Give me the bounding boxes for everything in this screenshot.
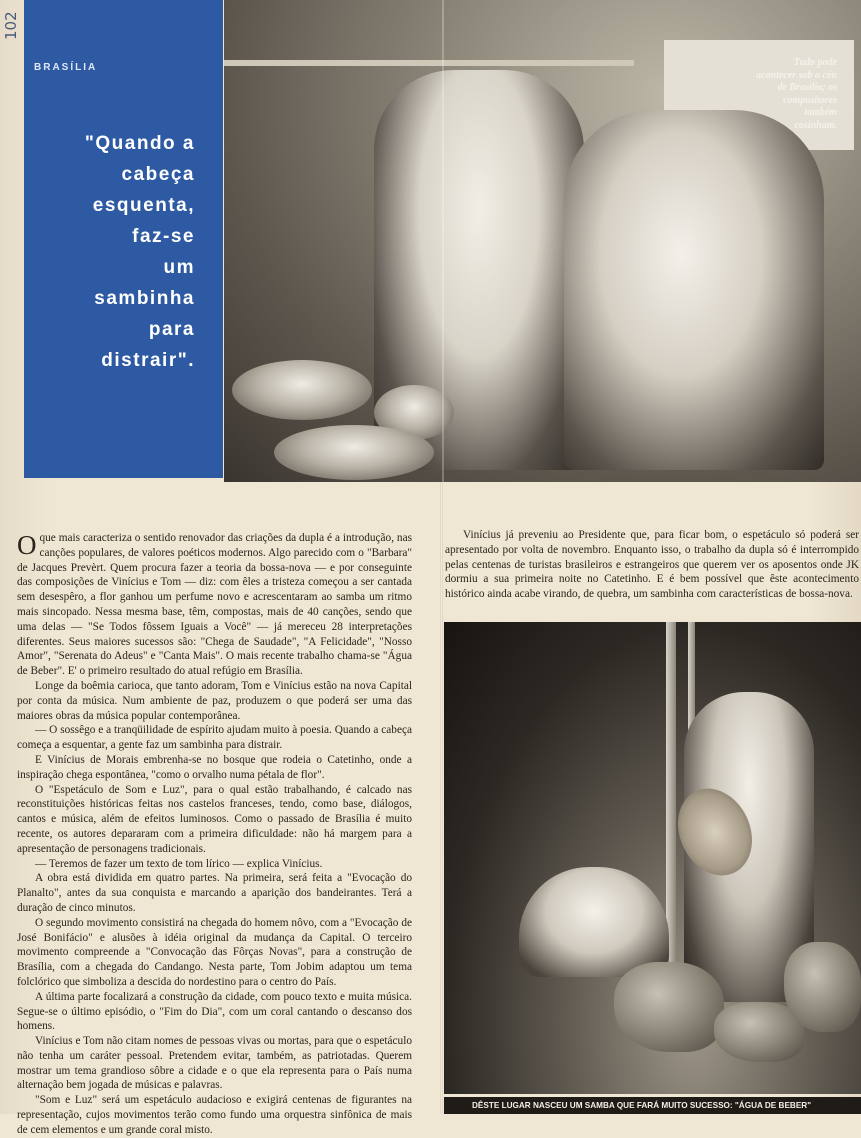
man-pouring-figure (564, 110, 824, 470)
article-paragraph: O segundo movimento consistirá na chegada do homem nôvo, com a "Evocação de José Bonifácio" e alusões à idéia original da mudança da Capital. O terceiro movimento compreende a "Convocação das Fôrças Novas", para a construção de Brasília, com a chegada do Candango. Nesta parte, Tom Jobim adaptou um tema folclórico que simboliza a descida do nordestino para o centro do País. (17, 916, 412, 988)
headline-line: para (148, 319, 195, 340)
caption-line: também (804, 107, 837, 118)
page-fold (440, 482, 443, 1114)
article-paragraph: Longe da boêmia carioca, que tanto adoram, Tom e Vinícius estão na nova Capital por conta da música. Num ambiente de paz, produzem o que poderá ser uma das maiores obras da música popular contemporânea. (17, 679, 412, 722)
article-paragraph: A obra está dividida em quatro partes. Na primeira, será feita a "Evocação do Planalto", antes da sua conquista e marcando a aparição dos bandeirantes. Terá a duração de cinco minutos. (17, 872, 412, 914)
caption-line: compositores (783, 94, 837, 106)
article-paragraph: Vinícius já preveniu ao Presidente que, para ficar bom, o espetáculo só poderá ser apresentado por volta de novembro. Enquanto isso, o trabalho da dupla só é interrompido pelas centenas de turistas brasileiros e estrangeiros que querem ver os aposentos onde JK dormiu a sua primeira noite no Catetinho. E é bem possível que êste acontecimento histórico ainda acabe virando, de quebra, um sambinha com características de bossa-nova. (445, 529, 859, 601)
headline-line: sambinha (94, 288, 195, 309)
bottom-photo-caption: DÊSTE LUGAR NASCEU UM SAMBA QUE FARÁ MUITO SUCESSO: "ÁGUA DE BEBER" (444, 1097, 861, 1114)
section-label: BRASÍLIA (34, 62, 98, 73)
article-paragraph: E Vinícius de Morais embrenha-se no bosque que rodeia o Catetinho, onde a inspiração chega espontânea, "como o orvalho numa pétala de flor". (17, 753, 412, 781)
article-paragraph: A última parte focalizará a construção da cidade, com pouco texto e muita música. Segue-se o último episódio, o "Fim do Dia", com um coral cantando o descanso dos homens. (17, 990, 412, 1033)
cooking-pot (274, 425, 434, 480)
headline-line: "Quando a (84, 133, 195, 154)
caption-line: acontecer sob o céu (756, 69, 837, 81)
headline-line: esquenta, (92, 195, 195, 216)
drop-cap: O (17, 530, 37, 560)
page-gutter (442, 0, 444, 482)
headline-line: distrair". (101, 350, 195, 371)
caption-line: Tudo pode (793, 57, 837, 68)
paragraph-text: que mais caracteriza o sentido renovador das criações da dupla é a introdução, nas canções populares, de valores poéticos modernos. Algo parecido com o "Barbara" de Jacques Prevèrt. Quem procura fazer a teoria da bossa-nova — e por conseguinte das composições de Vinícius e Tom — diz: com êles a tristeza começou a ser cantada sem desespêro, a flor ganhou um perfume novo e acrescentaram ao samba um ritmo mais sincopado. Nessa mesma base, têm, compostas, mais de 40 canções, sendo que uma delas — "Se Todos fôssem Iguais a Você" — já mereceu 28 interpretações diferentes. Seus maiores sucessos são: "Chega de Saudade", "A Felicidade", "Nosso Amor", "Serenata do Adeus" e "Canta Mais". O mais recente trabalho chama-se "Água de Beber". E' o primeiro resultado do atual refúgio em Brasília. (17, 532, 412, 678)
article-left-column (17, 531, 412, 1138)
shelf (224, 60, 634, 66)
top-photo-caption (725, 57, 837, 132)
guitar-photo (444, 622, 861, 1094)
article-paragraph (17, 531, 412, 679)
headline-line: faz-se (132, 226, 195, 247)
caption-line: cosinham. (794, 119, 837, 131)
crouching-man-figure (519, 867, 669, 977)
article-paragraph: — Teremos de fazer um texto de tom lírico — explica Vinícius. (35, 857, 323, 870)
headline-line: um (163, 257, 195, 278)
article-paragraph: Vinícius e Tom não citam nomes de pessoas vivas ou mortas, para que o espetáculo não tenha um caráter pessoal. Pretendem evitar, também, as patriotadas. Querem mostrar um tema grandioso sôbre a cidade e o que ela representa para o País numa alternação bem jogada de músicas e palavras. (17, 1035, 412, 1092)
article-right-column (445, 528, 859, 602)
article-paragraph: O "Espetáculo de Som e Luz", para o qual estão trabalhando, é calcado nas reconstituições históricas feitas nos castelos franceses, tendo, como base, diálogos, cantos e música, além de efeitos luminosos. Como o passado de Brasília é muito recente, os autores depararam com a primeira dificuldade: não há margem para a apresentação de personagens tradicionais. (17, 783, 412, 855)
cooking-pot (232, 360, 372, 420)
caption-line: de Brasília; os (777, 82, 837, 93)
article-paragraph: "Som e Luz" será um espetáculo audacioso e exigirá centenas de figurantes na representação, cujos movimentos terão como fundo uma orquestra sinfônica de mais de cem elementos e um grande coral misto. (17, 1094, 412, 1136)
rock (784, 942, 861, 1032)
headline-quote (30, 128, 195, 376)
rock (614, 962, 724, 1052)
article-paragraph: — O sossêgo e a tranqüilidade de espírito ajudam muito à poesia. Quando a cabeça começa a esquentar, a gente faz um sambinha para distrair. (17, 724, 412, 752)
headline-line: cabeça (121, 164, 195, 185)
handwritten-page-number: 102 (2, 11, 20, 40)
